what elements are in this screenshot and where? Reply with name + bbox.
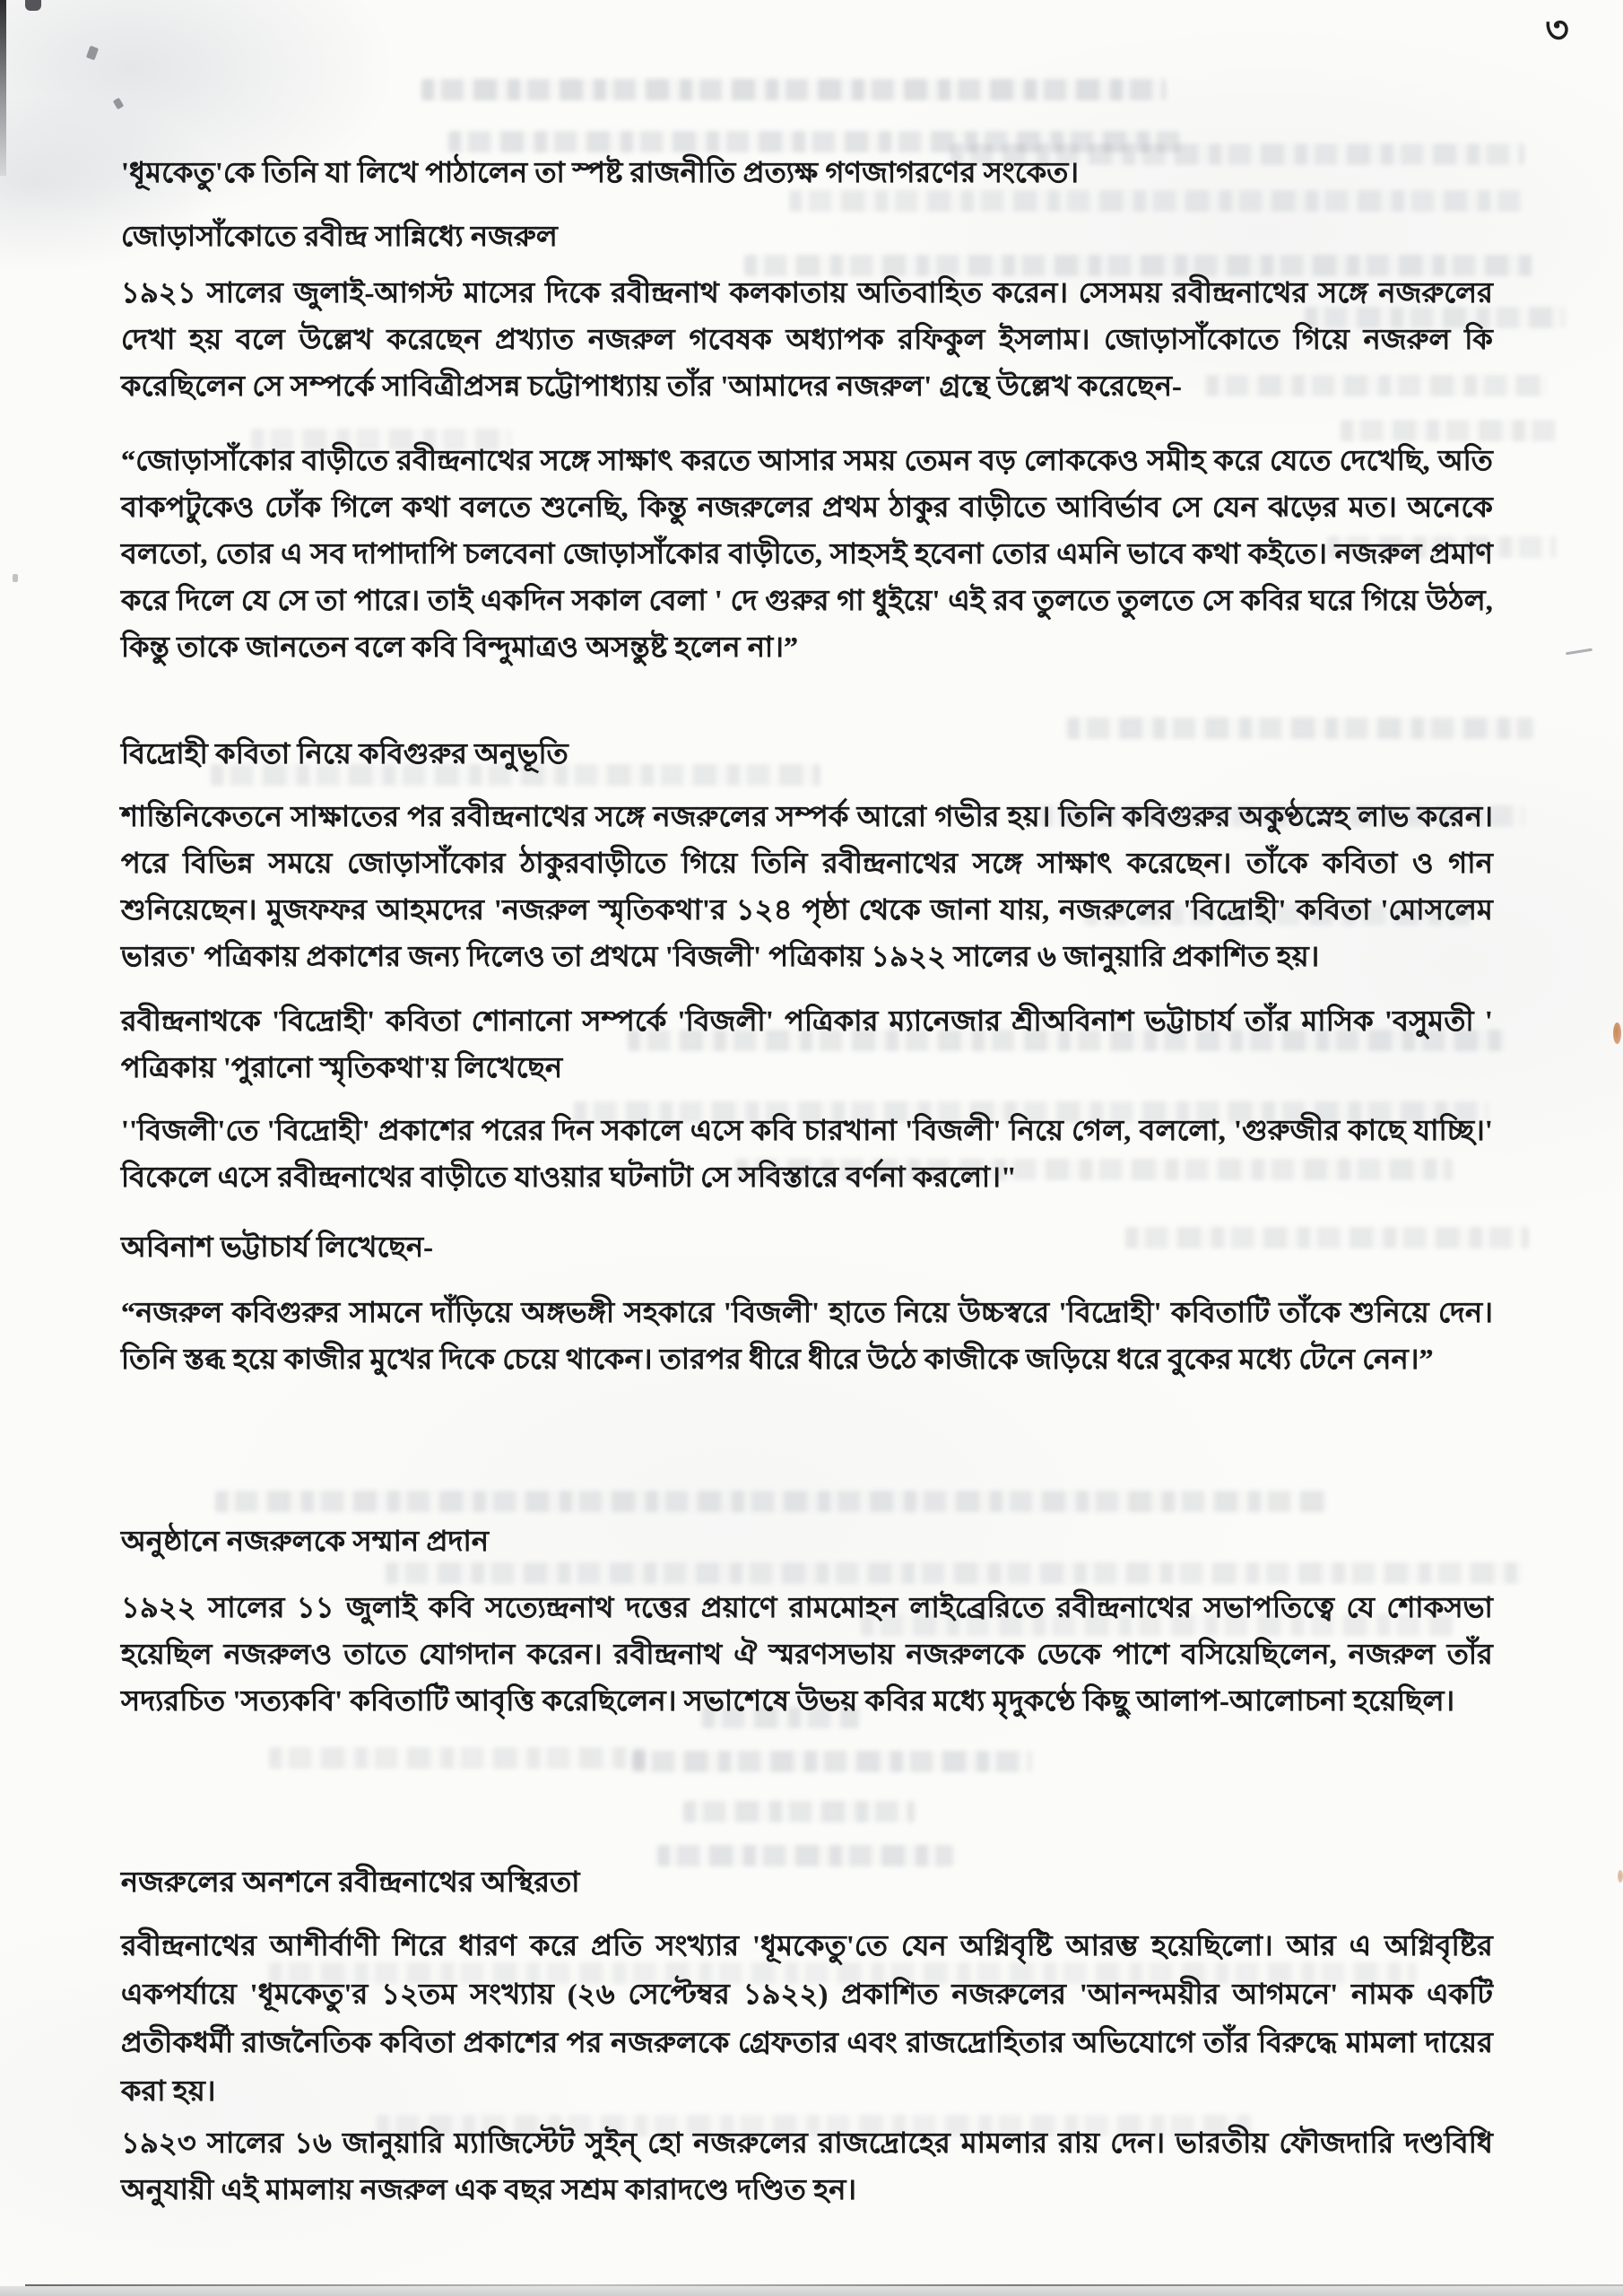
paragraph-bijoli-quote: ''বিজলী'তে 'বিদ্রোহী' প্রকাশের পরের দিন সকালে এসে কবি চারখানা 'বিজলী' নিয়ে গেল, বললো, 'গুরুজীর কাছে যাচ্ছি।' বিকেলে এসে রবীন্দ্রনাথের বাড়ীতে যাওয়ার ঘটনাটা সে সবিস্তারে বর্ণনা করলো।" [121, 1114, 1493, 1193]
stain-mark [1613, 1022, 1621, 1044]
scan-corner-artifact [25, 0, 41, 11]
bleedthrough-ghost-line [269, 1747, 646, 1769]
bleedthrough-ghost-line [215, 1491, 1327, 1512]
paragraph-jorasanko: ১৯২১ সালের জুলাই-আগস্ট মাসের দিকে রবীন্দ্রনাথ কলকাতায় অতিবাহিত করেন। সেসময় রবীন্দ্রনাথের সঙ্গে নজরুলের দেখা হয় বলে উল্লেখ করেছেন প্রখ্যাত নজরুল গবেষক অধ্যাপক রফিকুল ইসলাম। জোড়াসাঁকোতে গিয়ে নজরুল কি করেছিলেন সে সম্পর্কে সাবিত্রীপ্রসন্ন চট্টোপাধ্যায় তাঁর 'আমাদের নজরুল' গ্রন্থে উল্লেখ করেছেন- [121, 276, 1493, 402]
paragraph-dhumketu: রবীন্দ্রনাথের আশীর্বাণী শিরে ধারণ করে প্রতি সংখ্যার 'ধূমকেতু'তে যেন অগ্নিবৃষ্টি আরম্ভ হয়েছিলো। আর এ অগ্নিবৃষ্টির একপর্যায়ে 'ধূমকেতু'র ১২তম সংখ্যায় (২৬ সেপ্টেম্বর ১৯২২) প্রকাশিত নজরুলের 'আনন্দময়ীর আগমনে' নামক একটি প্রতীকধর্মী রাজনৈতিক কবিতা প্রকাশের পর নজরুলকে গ্রেফতার এবং রাজদ্রোহিতার অভিযোগে তাঁর বিরুদ্ধে মামলা দায়ের করা হয়। [121, 1929, 1493, 2107]
quote-paragraph-jorasanko: “জোড়াসাঁকোর বাড়ীতে রবীন্দ্রনাথের সঙ্গে সাক্ষাৎ করতে আসার সময় তেমন বড় লোককেও সমীহ করে যেতে দেখেছি, অতি বাকপটুকেও ঢোঁক গিলে কথা বলতে শুনেছি, কিন্তু নজরুলের প্রথম ঠাকুর বাড়ীতে আবির্ভাব সে যেন ঝড়ের মত। অনেকে বলতো, তোর এ সব দাপাদাপি চলবেনা জোড়াসাঁকোর বাড়ীতে, সাহসই হবেনা তোর এমনি ভাবে কথা কইতে। নজরুল প্রমাণ করে দিলে যে সে তা পারে। তাই একদিন সকাল বেলা ' দে গুরুর গা ধুইয়ে' এই রব তুলতে তুলতে সে কবির ঘরে গিয়ে উঠল, কিন্তু তাকে জানতেন বলে কবি বিন্দুমাত্রও অসন্তুষ্ট হলেন না।” [121, 444, 1493, 663]
bleedthrough-ghost-line [632, 1751, 1031, 1772]
paragraph-shoksabha: ১৯২২ সালের ১১ জুলাই কবি সত্যেন্দ্রনাথ দত্তের প্রয়াণে রামমোহন লাইব্রেরিতে রবীন্দ্রনাথের সভাপতিত্বে যে শোকসভা হয়েছিল নজরুলও তাতে যোগদান করেন। রবীন্দ্রনাথ ঐ স্মরণসভায় নজরুলকে ডেকে পাশে বসিয়েছিলেন, নজরুল তাঁর সদ্যরচিত 'সত্যকবি' কবিতাটি আবৃত্তি করেছিলেন। সভাশেষে উভয় কবির মধ্যে মৃদুকণ্ঠে কিছু আলাপ-আলোচনা হয়েছিল। [121, 1591, 1493, 1717]
stain-mark-small [1618, 1870, 1623, 1883]
pencil-speck [113, 98, 124, 110]
paragraph-bijoli-manager: রবীন্দ্রনাথকে 'বিদ্রোহী' কবিতা শোনানো সম্পর্কে 'বিজলী' পত্রিকার ম্যানেজার শ্রীঅবিনাশ ভট্টাচার্য তাঁর মাসিক 'বসুমতী ' পত্রিকায় 'পুরানো স্মৃতিকথা'য় লিখেছেন [121, 1004, 1493, 1083]
handwritten-page-number: ৩ [1541, 5, 1573, 53]
section-heading-somman: অনুষ্ঠানে নজরুলকে সম্মান প্রদান [121, 1525, 490, 1557]
bleedthrough-ghost-line [683, 1801, 915, 1822]
attribution-line: অবিনাশ ভট্টাচার্য লিখেছেন- [121, 1231, 434, 1263]
quote-paragraph-abinash: “নজরুল কবিগুরুর সামনে দাঁড়িয়ে অঙ্গভঙ্গী সহকারে 'বিজলী' হাতে নিয়ে উচ্চস্বরে 'বিদ্রোহী' কবিতাটি তাঁকে শুনিয়ে দেন। তিনি স্তব্ধ হয়ে কাজীর মুখের দিকে চেয়ে থাকেন। তারপর ধীরে ধীরে উঠে কাজীকে জড়িয়ে ধরে বুকের মধ্যে টেনে নেন।” [121, 1296, 1493, 1375]
paragraph-shantiniketan: শান্তিনিকেতনে সাক্ষাতের পর রবীন্দ্রনাথের সঙ্গে নজরুলের সম্পর্ক আরো গভীর হয়। তিনি কবিগুরুর অকুণ্ঠস্নেহ লাভ করেন। পরে বিভিন্ন সময়ে জোড়াসাঁকোর ঠাকুরবাড়ীতে গিয়ে তিনি রবীন্দ্রনাথের সঙ্গে সাক্ষাৎ করেছেন। তাঁকে কবিতা ও গান শুনিয়েছেন। মুজফফর আহমদের 'নজরুল স্মৃতিকথা'র ১২৪ পৃষ্ঠা থেকে জানা যায়, নজরুলের 'বিদ্রোহী' কবিতা 'মোসলেম ভারত' পত্রিকায় প্রকাশের জন্য দিলেও তা প্রথমে 'বিজলী' পত্রিকায় ১৯২২ সালের ৬ জানুয়ারি প্রকাশিত হয়। [121, 800, 1493, 972]
pencil-mark [1566, 648, 1593, 656]
paragraph-raydan: ১৯২৩ সালের ১৬ জানুয়ারি ম্যাজিস্টেট সুইন্ হো নজরুলের রাজদ্রোহের মামলার রায় দেন। ভারতীয় ফৌজদারি দণ্ডবিধি অনুযায়ী এই মামলায় নজরুল এক বছর সশ্রম কারাদণ্ডে দণ্ডিত হন। [121, 2126, 1493, 2205]
scan-left-edge-artifact [0, 0, 6, 176]
bleedthrough-ghost-line [421, 79, 1166, 100]
bleedthrough-ghost-line [386, 1562, 1524, 1584]
pencil-speck [13, 574, 18, 582]
section-heading-bidrohi: বিদ্রোহী কবিতা নিয়ে কবিগুরুর অনুভূতি [121, 737, 568, 770]
section-heading-jorasanko: জোড়াসাঁকোতে রবীন্দ্র সান্নিধ্যে নজরুল [121, 220, 558, 252]
pencil-speck [86, 46, 99, 61]
intro-line: 'ধূমকেতু'কে তিনি যা লিখে পাঠালেন তা স্পষ্ট রাজনীতি প্রত্যক্ষ গণজাগরণের সংকেত। [121, 156, 1080, 188]
section-heading-anashan: নজরুলের অনশনে রবীন্দ্রনাথের অস্থিরতা [121, 1866, 580, 1898]
scan-bottom-shadow-band [0, 2286, 1623, 2296]
